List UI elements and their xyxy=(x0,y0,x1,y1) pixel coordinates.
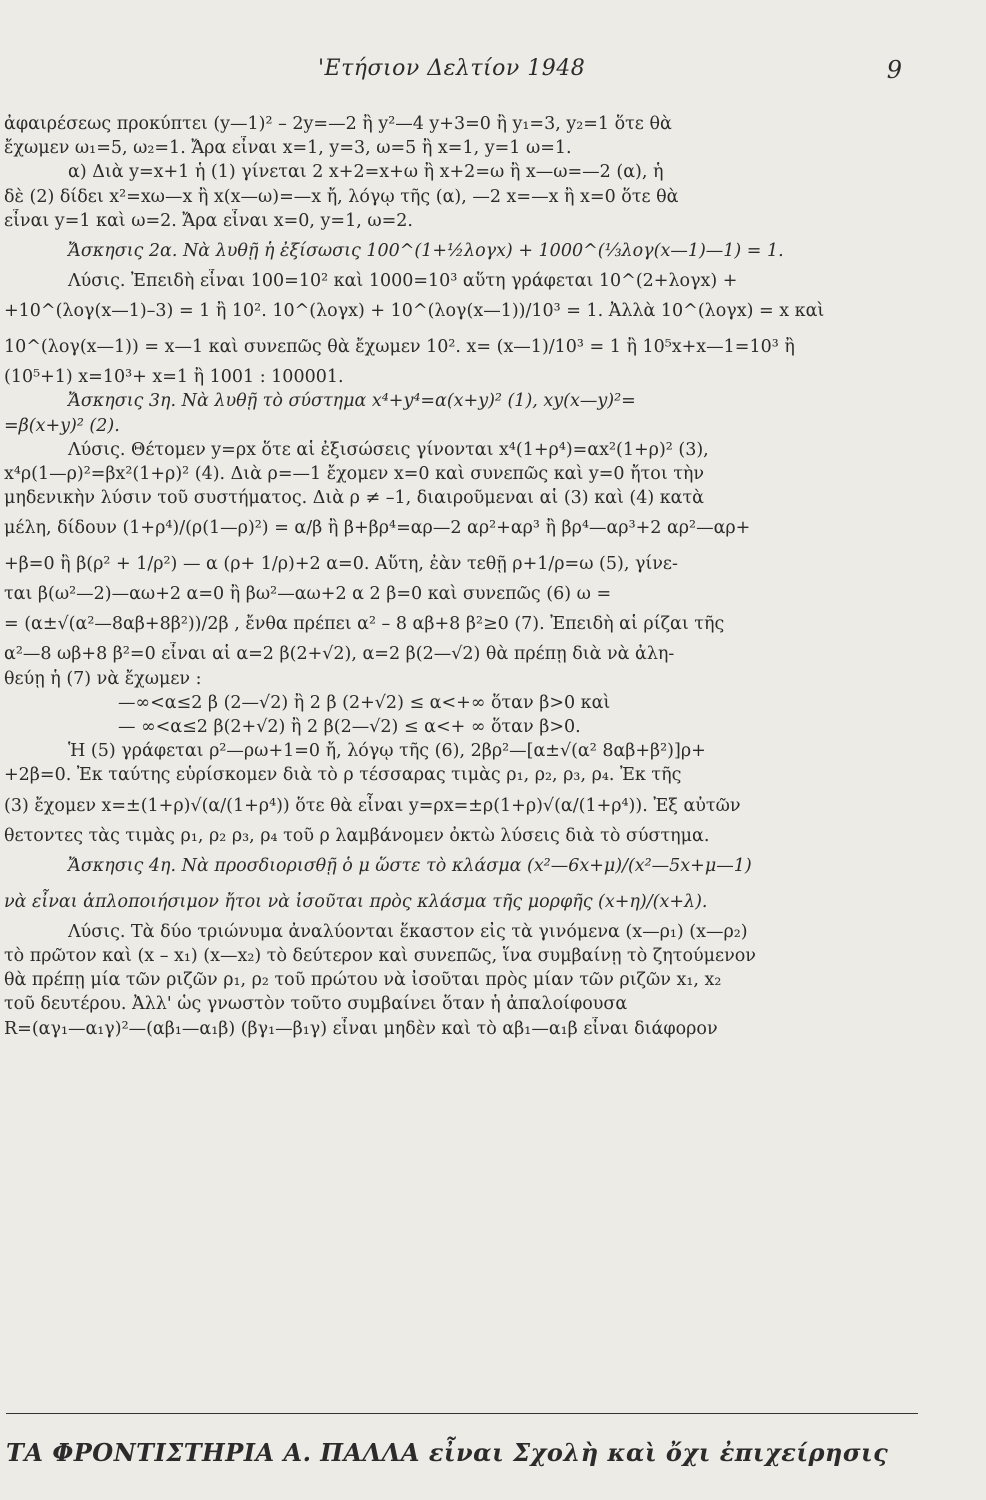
text-line: ἔχωμεν ω₁=5, ω₂=1. Ἄρα εἶναι x=1, y=3, ω=5 ἢ x=1, y=1 ω=1. xyxy=(4,138,572,159)
text-line: (10⁵+1) x=10³+ x=1 ἢ 1001 : 100001. xyxy=(4,367,344,388)
footer-slogan: ΤΑ ΦΡΟΝΤΙΣΤΗΡΙΑ Α. ΠΑΛΛΑ εἶναι Σχολὴ καὶ ὄχι ἐπιχείρησις xyxy=(6,1438,889,1467)
text-line: 10^(λογ(x—1)) = x—1 καὶ συνεπῶς θὰ ἔχωμεν 10². x= (x—1)/10³ = 1 ἢ 10⁵x+x—1=10³ ἢ xyxy=(4,337,795,358)
text-line: ἀφαιρέσεως προκύπτει (y—1)² – 2y=—2 ἢ y²—4 y+3=0 ἢ y₁=3, y₂=1 ὅτε θὰ xyxy=(4,114,672,134)
text-line: Λύσις. Θέτομεν y=ρx ὅτε αἱ ἐξισώσεις γίνονται x⁴(1+ρ⁴)=αx²(1+ρ)² (3), xyxy=(68,439,709,460)
footer-divider xyxy=(6,1413,918,1414)
text-line: Λύσις. Τὰ δύο τριώνυμα ἀναλύονται ἕκαστον εἰς τὰ γινόμενα (x—ρ₁) (x—ρ₂) xyxy=(68,921,748,942)
text-line: +2β=0. Ἐκ ταύτης εὑρίσκομεν διὰ τὸ ρ τέσσαρας τιμὰς ρ₁, ρ₂, ρ₃, ρ₄. Ἐκ τῆς xyxy=(4,765,682,786)
text-line: +10^(λογ(x—1)–3) = 1 ἢ 10². 10^(λογx) + 10^(λογ(x—1))/10³ = 1. Ἀλλὰ 10^(λογx) = x καὶ xyxy=(4,301,825,322)
text-line: = (α±√(α²—8αβ+8β²))/2β , ἔνθα πρέπει α² – 8 αβ+8 β²≥0 (7). Ἐπειδὴ αἱ ρίζαι τῆς xyxy=(4,614,725,635)
text-line: +β=0 ἢ β(ρ² + 1/ρ²) — α (ρ+ 1/ρ)+2 α=0. Αὕτη, ἐὰν τεθῇ ρ+1/ρ=ω (5), γίνε- xyxy=(4,554,678,575)
text-line: =β(x+y)² (2). xyxy=(4,415,120,436)
text-line: ται β(ω²—2)—αω+2 α=0 ἢ βω²—αω+2 α 2 β=0 καὶ συνεπῶς (6) ω = xyxy=(4,584,612,605)
exercise-2a: Ἄσκησις 2α. Νὰ λυθῇ ἡ ἐξίσωσις 100^(1+½λογx) + 1000^(⅓λογ(x—1)—1) = 1. xyxy=(68,240,784,261)
text-line: τὸ πρῶτον καὶ (x – x₁) (x—x₂) τὸ δεύτερον καὶ συνεπῶς, ἵνα συμβαίνῃ τὸ ζητούμενον xyxy=(4,945,756,966)
text-line: Ἡ (5) γράφεται ρ²—ρω+1=0 ἤ, λόγῳ τῆς (6), 2βρ²—[α±√(α² 8αβ+β²)]ρ+ xyxy=(68,741,706,762)
text-line: μηδενικὴν λύσιν τοῦ συστήματος. Διὰ ρ ≠ –1, διαιροῦμεναι αἱ (3) καὶ (4) κατὰ xyxy=(4,488,704,509)
text-line: R=(αγ₁—α₁γ)²—(αβ₁—α₁β) (βγ₁—β₁γ) εἶναι μηδὲν καὶ τὸ αβ₁—α₁β εἶναι διάφορον xyxy=(4,1018,718,1039)
text-line: α) Διὰ y=x+1 ἡ (1) γίνεται 2 x+2=x+ω ἢ x+2=ω ἢ x—ω=—2 (α), ἡ xyxy=(68,162,664,183)
text-line: εἶναι y=1 καὶ ω=2. Ἄρα εἶναι x=0, y=1, ω=2. xyxy=(4,210,413,231)
text-line: θεύῃ ἡ (7) νὰ ἔχωμεν : xyxy=(4,668,202,689)
running-title: 'Ετήσιον Δελτίον 1948 xyxy=(318,56,586,81)
text-line: θετοντες τὰς τιμὰς ρ₁, ρ₂ ρ₃, ρ₄ τοῦ ρ λαμβάνομεν ὀκτὼ λύσεις διὰ τὸ σύστημα. xyxy=(4,825,710,846)
page-header xyxy=(0,56,986,96)
exercise-4: Ἄσκησις 4η. Νὰ προσδιορισθῇ ὁ μ ὥστε τὸ κλάσμα (x²—6x+μ)/(x²—5x+μ—1) xyxy=(68,855,752,876)
text-line: (3) ἔχομεν x=±(1+ρ)√(α/(1+ρ⁴)) ὅτε θὰ εἶναι y=ρx=±ρ(1+ρ)√(α/(1+ρ⁴)). Ἐξ αὐτῶν xyxy=(4,795,741,816)
body-text xyxy=(4,112,934,1041)
text-line: δὲ (2) δίδει x²=xω—x ἢ x(x—ω)=—x ἤ, λόγῳ τῆς (α), —2 x=—x ἢ x=0 ὅτε θὰ xyxy=(4,186,679,207)
page-number: 9 xyxy=(886,56,902,84)
text-line: —∞<α≤2 β (2—√2) ἢ 2 β (2+√2) ≤ α<+∞ ὅταν β>0 καὶ xyxy=(118,692,611,713)
text-line: — ∞<α≤2 β(2+√2) ἢ 2 β(2—√2) ≤ α<+ ∞ ὅταν β>0. xyxy=(118,717,581,737)
text-line: θὰ πρέπῃ μία τῶν ριζῶν ρ₁, ρ₂ τοῦ πρώτου νὰ ἰσοῦται πρὸς μίαν τῶν ριζῶν x₁, x₂ xyxy=(4,970,722,991)
text-line: x⁴ρ(1—ρ)²=βx²(1+ρ)² (4). Διὰ ρ=—1 ἔχομεν x=0 καὶ συνεπῶς καὶ y=0 ἤτοι τὴν xyxy=(4,463,705,484)
text-line: Λύσις. Ἐπειδὴ εἶναι 100=10² καὶ 1000=10³ αὕτη γράφεται 10^(2+λογx) + xyxy=(68,270,738,291)
text-line: νὰ εἶναι ἁπλοποιήσιμον ἤτοι νὰ ἰσοῦται πρὸς κλάσμα τῆς μορφῆς (x+η)/(x+λ). xyxy=(4,891,708,912)
text-line: τοῦ δευτέρου. Ἀλλ' ὡς γνωστὸν τοῦτο συμβαίνει ὅταν ἡ ἀπαλοίφουσα xyxy=(4,994,628,1015)
text-line: μέλη, δίδουν (1+ρ⁴)/(ρ(1—ρ)²) = α/β ἢ β+βρ⁴=αρ—2 αρ²+αρ³ ἢ βρ⁴—αρ³+2 αρ²—αρ+ xyxy=(4,518,751,539)
text-line: α²—8 ωβ+8 β²=0 εἶναι αἱ α=2 β(2+√2), α=2 β(2—√2) θὰ πρέπῃ διὰ νὰ ἀλη- xyxy=(4,644,675,665)
exercise-3: Ἄσκησις 3η. Νὰ λυθῇ τὸ σύστημα x⁴+y⁴=α(x+y)² (1), xy(x—y)²= xyxy=(68,391,636,412)
